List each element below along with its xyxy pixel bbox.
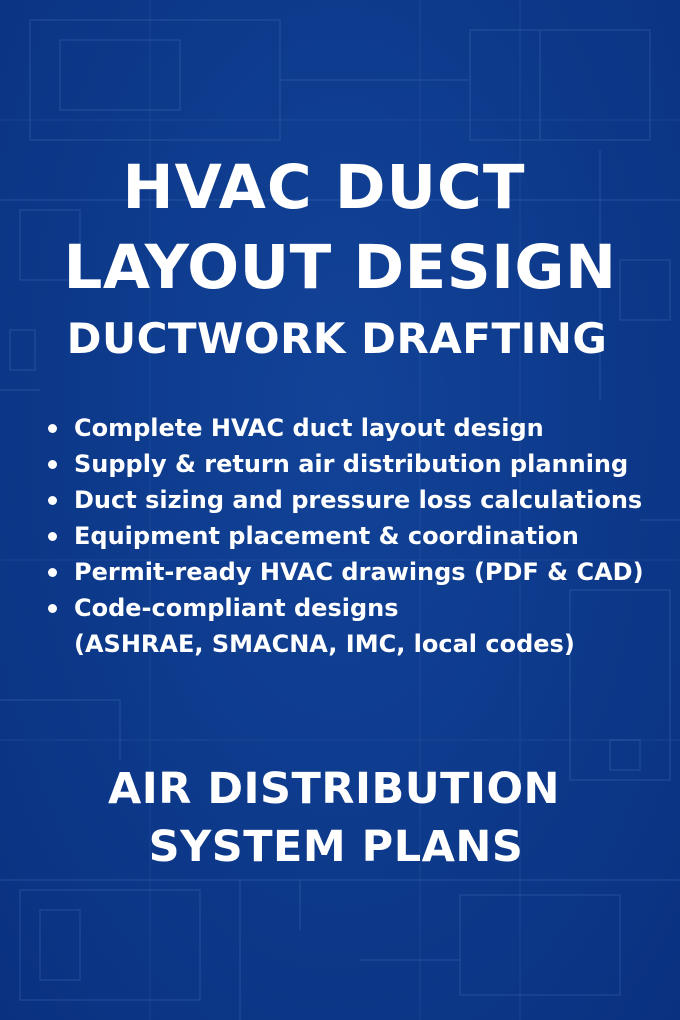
list-item-text: Supply & return air distribution planning (74, 450, 629, 478)
title-line-1: HVAC DUCT (122, 152, 526, 223)
list-item (48, 590, 678, 626)
footer-line-2: SYSTEM PLANS (148, 822, 524, 872)
title-line-2: LAYOUT DESIGN (63, 232, 617, 303)
list-item-text: Equipment placement & coordination (74, 522, 579, 550)
list-item-text: Permit-ready HVAC drawings (PDF & CAD) (74, 558, 644, 586)
bullet-dot-icon (48, 460, 57, 469)
list-item-text: Complete HVAC duct layout design (74, 414, 544, 442)
list-item-text: Code-compliant designs (74, 594, 399, 622)
bullet-dot-icon (48, 496, 57, 505)
bullet-dot-icon (48, 532, 57, 541)
list-item-text: Duct sizing and pressure loss calculations (74, 486, 643, 514)
footer-line-1: AIR DISTRIBUTION (107, 764, 561, 814)
list-item-continuation: (ASHRAE, SMACNA, IMC, local codes) (74, 630, 575, 658)
list-item (48, 410, 678, 446)
list-item (48, 518, 678, 554)
feature-list (48, 410, 678, 662)
subtitle: DUCTWORK DRAFTING (66, 314, 608, 363)
list-item (48, 446, 678, 482)
bullet-dot-icon (48, 424, 57, 433)
list-item (48, 554, 678, 590)
bullet-dot-icon (48, 604, 57, 613)
bullet-dot-icon (48, 568, 57, 577)
list-item (48, 482, 678, 518)
